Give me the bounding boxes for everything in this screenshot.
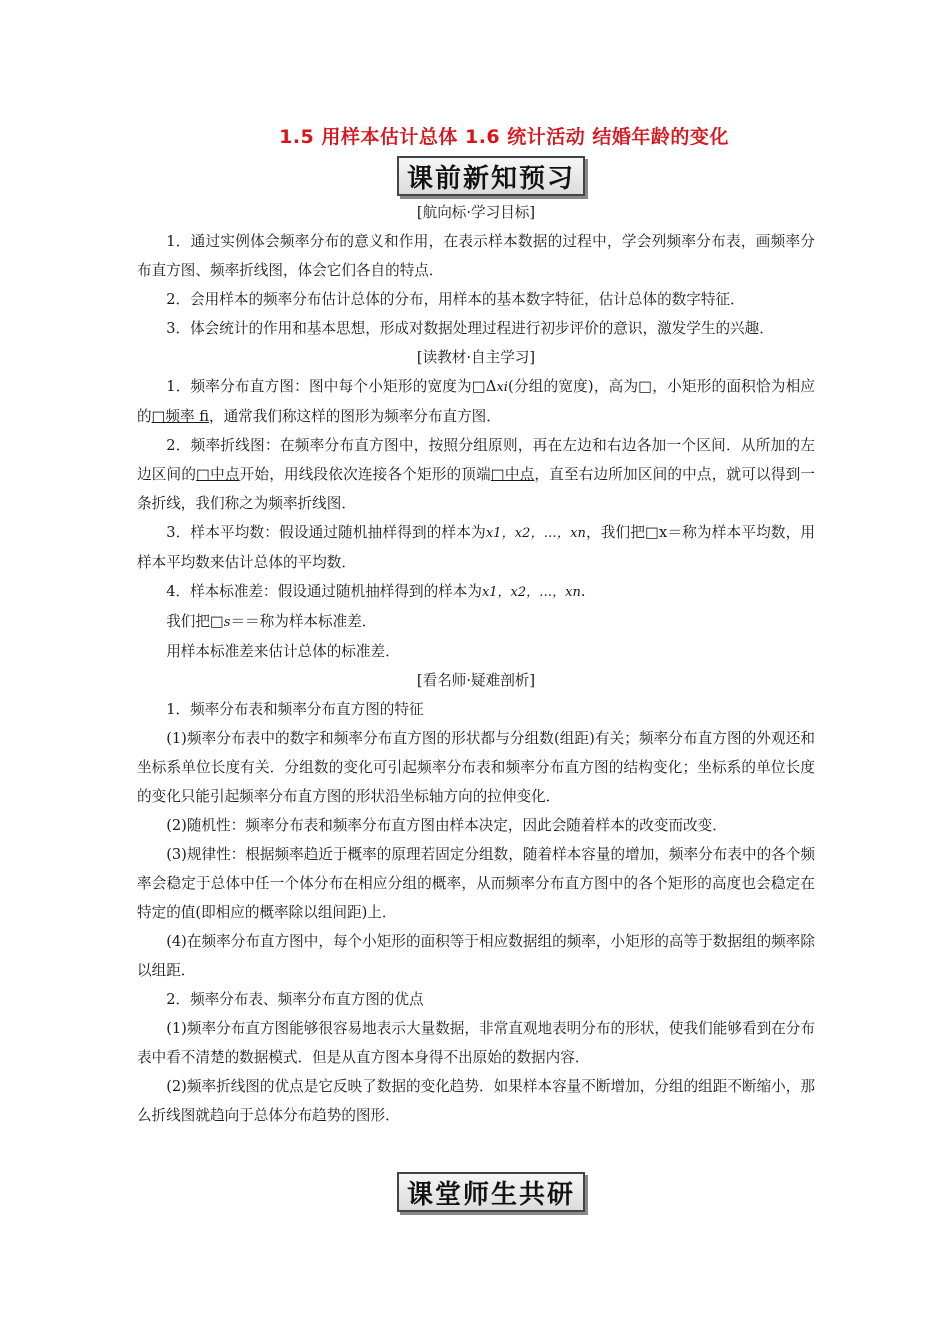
analysis-item-5: (4)在频率分布直方图中，每个小矩形的面积等于相应数据组的频率，小矩形的高等于数据组的频率除以组距． [137, 933, 815, 979]
analysis-item-6: 2．频率分布表、频率分布直方图的优点 [166, 991, 424, 1008]
text-segment: 3．样本平均数：假设通过随机抽样得到的样本为 [166, 524, 486, 541]
document-body [137, 198, 815, 1130]
study-item-5 [137, 607, 815, 637]
text-segment: 我们把□ [166, 613, 224, 630]
underlined-answer: □频率 fi [151, 408, 209, 425]
analysis-item-4: (3)规律性：根据频率趋近于概率的原理若固定分组数，随着样本容量的增加，频率分布表中的各个频率会稳定于总体中任一个体分布在相应分组的概率，从而频率分布直方图中的各个矩形的高度也会稳定在特定的值(即相应的概率除以组间距)上． [137, 846, 815, 921]
text-segment: ，通常我们称这样的图形为频率分布直方图． [208, 408, 501, 425]
analysis-item-1: 1．频率分布表和频率分布直方图的特征 [166, 701, 424, 718]
document-title: 1.5 用样本估计总体 1.6 统计活动 结婚年龄的变化 [279, 126, 729, 148]
analysis-item-3: (2)随机性：频率分布表和频率分布直方图由样本决定，因此会随着样本的改变而改变． [166, 817, 727, 834]
text-segment: 1．频率分布直方图：图中每个小矩形的宽度为□Δ [166, 378, 497, 395]
text-segment: 2．频率折线图：在频率分布直方图中，按照分组原则，再在左边和右边各加一个区间．从所加的左边区间的 [137, 437, 815, 483]
study-item-3 [137, 518, 815, 577]
study-item-6: 用样本标准差来估计总体的标准差． [166, 643, 400, 660]
study-item-4 [137, 577, 815, 607]
analysis-item-2: (1)频率分布表中的数字和频率分布直方图的形状都与分组数(组距)有关；频率分布直方图的外观还和坐标系单位长度有关．分组数的变化可引起频率分布表和频率分布直方图的结构变化；坐标系的单位长度的变化只能引起频率分布直方图的形状沿坐标轴方向的拉伸变化． [137, 730, 815, 805]
math-vars: x1，x2，…，xn [485, 526, 586, 541]
math-var: xi [496, 380, 508, 395]
heading-self-study: [读教材·自主学习] [416, 349, 536, 366]
heading-expert-analysis: [看名师·疑难剖析] [416, 672, 536, 689]
study-item-2 [137, 431, 815, 518]
analysis-item-7: (1)频率分布直方图能够很容易地表示大量数据，非常直观地表明分布的形状，使我们能够看到在分布表中看不清楚的数据模式．但是从直方图本身得不出原始的数据内容． [137, 1020, 815, 1066]
text-segment: 开始，用线段依次连接各个矩形的顶端 [239, 466, 491, 483]
text-segment: ，直至右边所加区间的中点，就可以得到一条折线，我们称之为频率折线图． [137, 466, 815, 512]
goal-item-2: 2．会用样本的频率分布估计总体的分布，用样本的基本数字特征，估计总体的数字特征． [166, 291, 745, 308]
heading-learning-goals: [航向标·学习目标] [416, 204, 536, 221]
section-banner-classroom: 课堂师生共研 [397, 1172, 585, 1212]
underlined-answer: □中点 [490, 466, 535, 483]
goal-item-1: 1．通过实例体会频率分布的意义和作用，在表示样本数据的过程中，学会列频率分布表，画频率分布直方图、频率折线图，体会它们各自的特点． [137, 233, 815, 279]
text-segment: ＝＝称为样本标准差． [230, 613, 377, 630]
text-segment: . [580, 583, 586, 600]
analysis-item-8: (2)频率折线图的优点是它反映了数据的变化趋势．如果样本容量不断增加，分组的组距不断缩小，那么折线图就趋向于总体分布趋势的图形． [137, 1078, 815, 1124]
study-item-1 [137, 372, 815, 431]
math-vars: x1，x2，…，xn [481, 585, 581, 600]
underlined-answer: □中点 [196, 466, 240, 483]
text-segment: ，我们把□x＝称为样本平均数，用样本平均数来估计总体的平均数． [137, 524, 815, 571]
text-segment: 4．样本标准差：假设通过随机抽样得到的样本为 [166, 583, 482, 600]
text-segment: (分组的宽度)，高为□，小矩形的面积恰为相应的 [137, 378, 815, 425]
math-var: s [223, 615, 231, 630]
section-banner-preview: 课前新知预习 [397, 156, 585, 196]
goal-item-3: 3．体会统计的作用和基本思想，形成对数据处理过程进行初步评价的意识，激发学生的兴趣． [166, 320, 774, 337]
